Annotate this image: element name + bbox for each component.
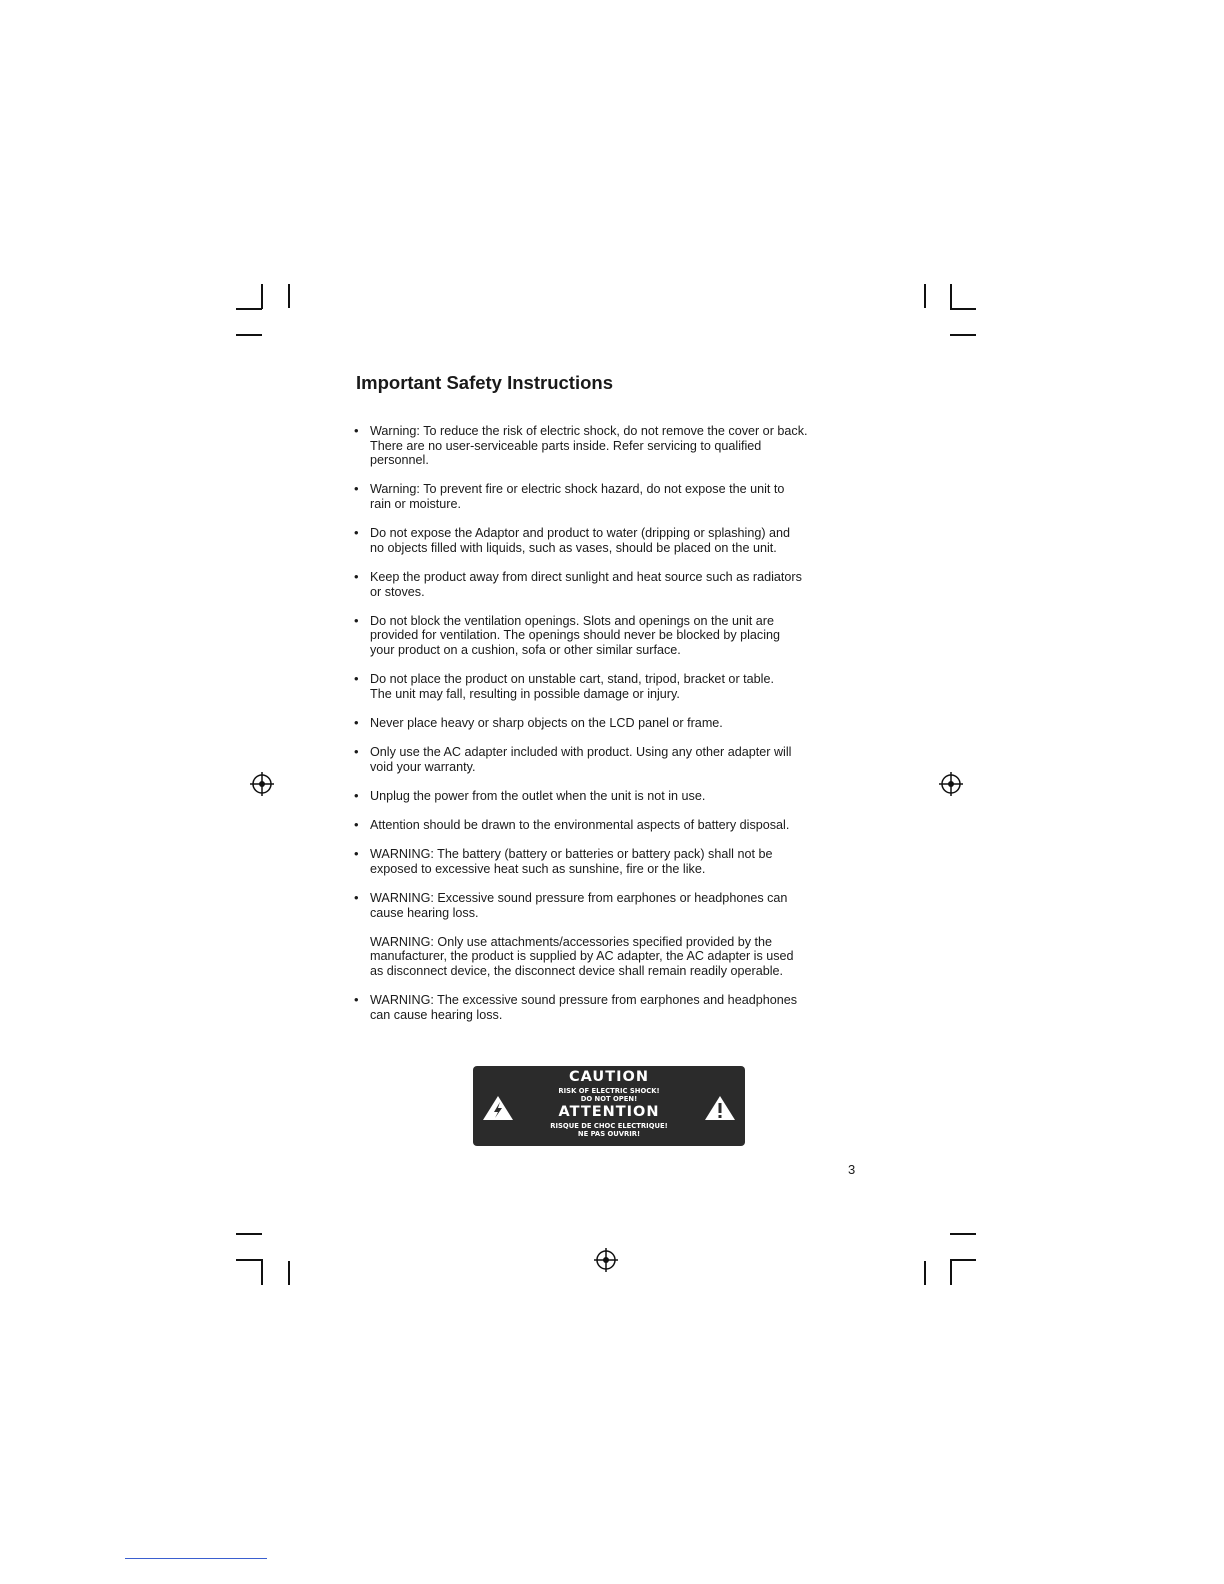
caution-heading: CAUTION xyxy=(569,1069,649,1085)
list-item-line: manufacturer, the product is supplied by AC adapter, the AC adapter is used xyxy=(370,949,794,964)
page-number: 3 xyxy=(848,1162,856,1177)
list-item-line: • Warning: To prevent fire or electric shock hazard, do not expose the unit to xyxy=(370,482,785,497)
caution-open-en: DO NOT OPEN! xyxy=(580,1095,638,1103)
list-item-line: rain or moisture. xyxy=(370,496,461,511)
attention-heading: ATTENTION xyxy=(558,1104,660,1120)
list-item-line: • Do not block the ventilation openings. Slots and openings on the unit are xyxy=(370,613,774,628)
registration-mark-icon xyxy=(937,770,965,798)
list-item-line: There are no user-serviceable parts inside. Refer servicing to qualified xyxy=(370,438,762,453)
list-item-line: • Never place heavy or sharp objects on the LCD panel or frame. xyxy=(370,715,723,730)
list-item xyxy=(352,614,872,658)
footer-rule xyxy=(125,1558,267,1559)
list-item-line: your product on a cushion, sofa or other similar surface. xyxy=(370,642,681,657)
list-item-line: • Do not place the product on unstable cart, stand, tripod, bracket or table. xyxy=(370,672,774,687)
list-item-line: or stoves. xyxy=(370,584,425,599)
list-item xyxy=(352,570,872,599)
electric-shock-warning-icon xyxy=(481,1094,515,1122)
caution-label xyxy=(473,1066,745,1146)
caution-open-fr: NE PAS OUVRIR! xyxy=(577,1130,641,1138)
list-item xyxy=(352,424,872,468)
list-item-line: • WARNING: The excessive sound pressure from earphones and headphones xyxy=(370,993,798,1008)
list-item xyxy=(352,891,872,920)
list-item-line: • Attention should be drawn to the environmental aspects of battery disposal. xyxy=(370,818,790,833)
list-item xyxy=(352,526,872,555)
caution-risk-en: RISK OF ELECTRIC SHOCK! xyxy=(558,1087,660,1095)
list-item-line: as disconnect device, the disconnect device shall remain readily operable. xyxy=(370,963,784,978)
list-item-line: WARNING: Only use attachments/accessories specified provided by the xyxy=(370,934,773,949)
list-item xyxy=(352,818,872,833)
exclamation-warning-icon xyxy=(703,1094,737,1122)
list-item xyxy=(352,716,872,731)
list-item-line: • WARNING: The battery (battery or batteries or battery pack) shall not be xyxy=(370,847,773,862)
list-item-line: provided for ventilation. The openings should never be blocked by placing xyxy=(370,628,781,643)
page-title: Important Safety Instructions xyxy=(356,372,613,393)
list-item-line: exposed to excessive heat such as sunshine, fire or the like. xyxy=(370,861,706,876)
registration-mark-icon xyxy=(248,770,276,798)
safety-instructions-list xyxy=(352,424,872,1037)
list-item-line: • Only use the AC adapter included with product. Using any other adapter will xyxy=(370,745,792,760)
registration-mark-icon xyxy=(592,1246,620,1274)
list-item-line: no objects filled with liquids, such as vases, should be placed on the unit. xyxy=(370,540,777,555)
list-item-line: personnel. xyxy=(370,453,429,468)
list-item-line: can cause hearing loss. xyxy=(370,1007,503,1022)
list-item-line: • Keep the product away from direct sunlight and heat source such as radiators xyxy=(370,569,802,584)
list-item xyxy=(352,935,872,979)
list-item xyxy=(352,993,872,1022)
list-item xyxy=(352,745,872,774)
list-item-line: void your warranty. xyxy=(370,759,476,774)
caution-risk-fr: RISQUE DE CHOC ELECTRIQUE! xyxy=(550,1122,668,1130)
list-item-line: • WARNING: Excessive sound pressure from earphones or headphones can xyxy=(370,891,788,905)
list-item xyxy=(352,789,872,804)
list-item-line: The unit may fall, resulting in possible damage or injury. xyxy=(370,686,680,701)
list-item xyxy=(352,847,872,876)
list-item-line: • Unplug the power from the outlet when the unit is not in use. xyxy=(370,788,706,803)
list-item-line: cause hearing loss. xyxy=(370,905,479,920)
list-item-line: • Do not expose the Adaptor and product to water (dripping or splashing) and xyxy=(370,526,791,541)
list-item-line: • Warning: To reduce the risk of electric shock, do not remove the cover or back. xyxy=(370,424,808,438)
list-item xyxy=(352,482,872,511)
list-item xyxy=(352,672,872,701)
